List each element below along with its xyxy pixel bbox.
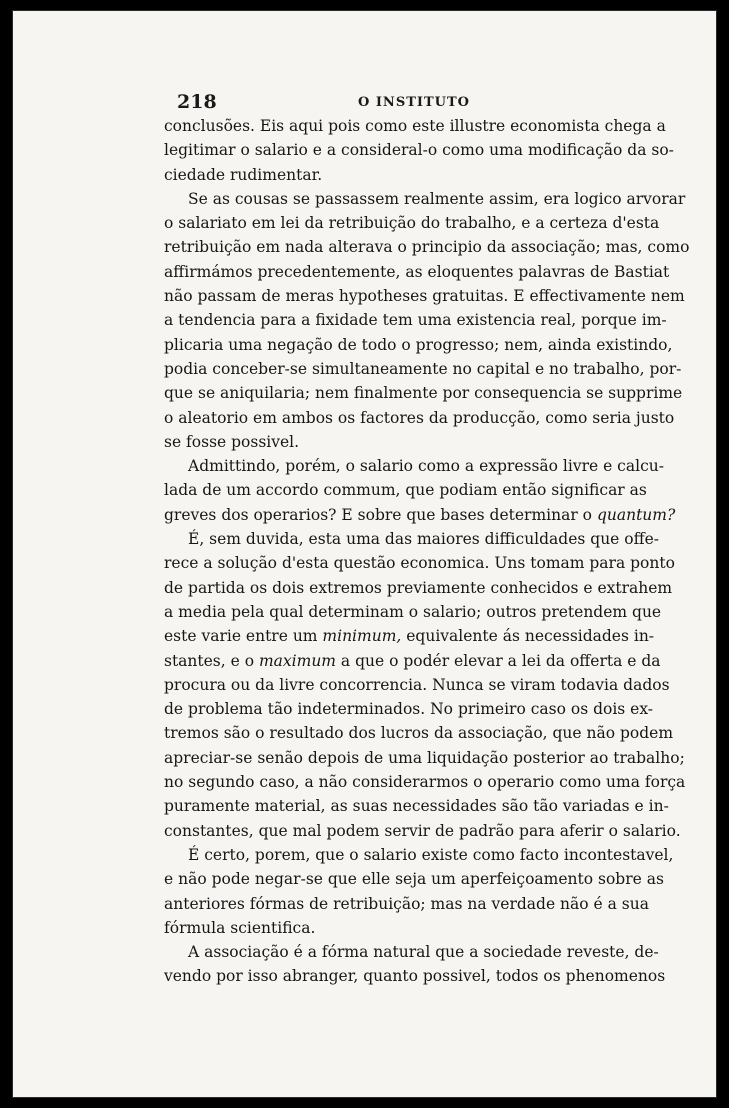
text-line: constantes, que mal podem servir de padrão para aferir o salario. — [164, 821, 681, 840]
text-line: o aleatorio em ambos os factores da producção, como seria justo — [164, 408, 675, 427]
text-line: rece a solução d'esta questão economica. Uns tomam para ponto — [164, 554, 675, 573]
text-line: de partida os dois extremos previamente conhecidos e extrahem — [164, 578, 673, 597]
text-line: que se aniquilaria; nem finalmente por consequencia se supprime — [164, 384, 683, 403]
text-line: tremos são o resultado dos lucros da associação, que não podem — [164, 724, 674, 743]
text-line: e não pode negar-se que elle seja um aperfeiçoamento sobre as — [164, 870, 664, 889]
running-head: O INSTITUTO — [358, 95, 470, 110]
text-line: não passam de meras hypotheses gratuitas. E effectivamente nem — [164, 287, 685, 306]
text-line — [164, 649, 661, 673]
text-line: se fosse possivel. — [164, 432, 300, 451]
emphasis-quantum: quantum? — [596, 505, 676, 524]
text-line: Admittindo, porém, o salario como a expressão livre e calcu- — [188, 457, 664, 476]
text-segment: este varie entre um — [164, 627, 323, 646]
text-line: É, sem duvida, esta uma das maiores difficuldades que offe- — [188, 530, 660, 549]
text-line: affirmámos precedentemente, as eloquentes palavras de Bastiat — [164, 262, 670, 281]
text-line: procura ou da livre concorrencia. Nunca se viram todavia dados — [164, 675, 670, 694]
text-line: É certo, porem, que o salario existe como facto incontestavel, — [188, 845, 674, 864]
text-segment: a que o podér elevar a lei da offerta e da — [336, 651, 661, 670]
text-line: puramente material, as suas necessidades são tão variadas e in- — [164, 797, 669, 816]
body-text — [164, 114, 690, 989]
text-segment: stantes, e o — [164, 651, 259, 670]
text-line: ciedade rudimentar. — [164, 165, 323, 184]
text-line: anteriores fórmas de retribuição; mas na verdade não é a sua — [164, 894, 649, 913]
text-line: conclusões. Eis aqui pois como este illustre economista chega a — [164, 117, 666, 135]
text-line: A associação é a fórma natural que a sociedade reveste, de- — [188, 943, 659, 962]
text-segment: equivalente ás necessidades in- — [401, 627, 655, 646]
text-line: plicaria uma negação de todo o progresso; nem, ainda existindo, — [164, 335, 673, 354]
text-line — [164, 624, 655, 648]
text-line: apreciar-se senão depois de uma liquidação posterior ao trabalho; — [164, 748, 685, 767]
text-line: fórmula scientifica. — [164, 918, 316, 937]
text-line: o salariato em lei da retribuição do trabalho, e a certeza d'esta — [164, 214, 660, 233]
text-line: legitimar o salario e a consideral-o como uma modificação da so- — [164, 141, 674, 160]
emphasis-minimum: minimum, — [322, 627, 402, 646]
page-header — [177, 91, 657, 113]
text-line: retribuição em nada alterava o principio da associação; mas, como — [164, 238, 690, 257]
text-line: vendo por isso abranger, quanto possivel, todos os phenomenos — [164, 967, 666, 986]
text-line: podia conceber-se simultaneamente no capital e no trabalho, por- — [164, 359, 682, 378]
text-line: Se as cousas se passassem realmente assim, era logico arvorar — [188, 189, 686, 208]
text-line — [164, 503, 676, 527]
text-line: a media pela qual determinam o salario; outros pretendem que — [164, 602, 662, 621]
page-number: 218 — [177, 91, 217, 113]
text-line: lada de um accordo commum, que podiam então significar as — [164, 481, 647, 500]
text-line: a tendencia para a fixidade tem uma existencia real, porque im- — [164, 311, 667, 330]
emphasis-maximum: maximum — [258, 651, 336, 670]
text-segment: greves dos operarios? E sobre que bases determinar o — [164, 505, 597, 524]
text-line: no segundo caso, a não considerarmos o operario como uma força — [164, 773, 686, 792]
text-line: de problema tão indeterminados. No primeiro caso os dois ex- — [164, 700, 654, 719]
